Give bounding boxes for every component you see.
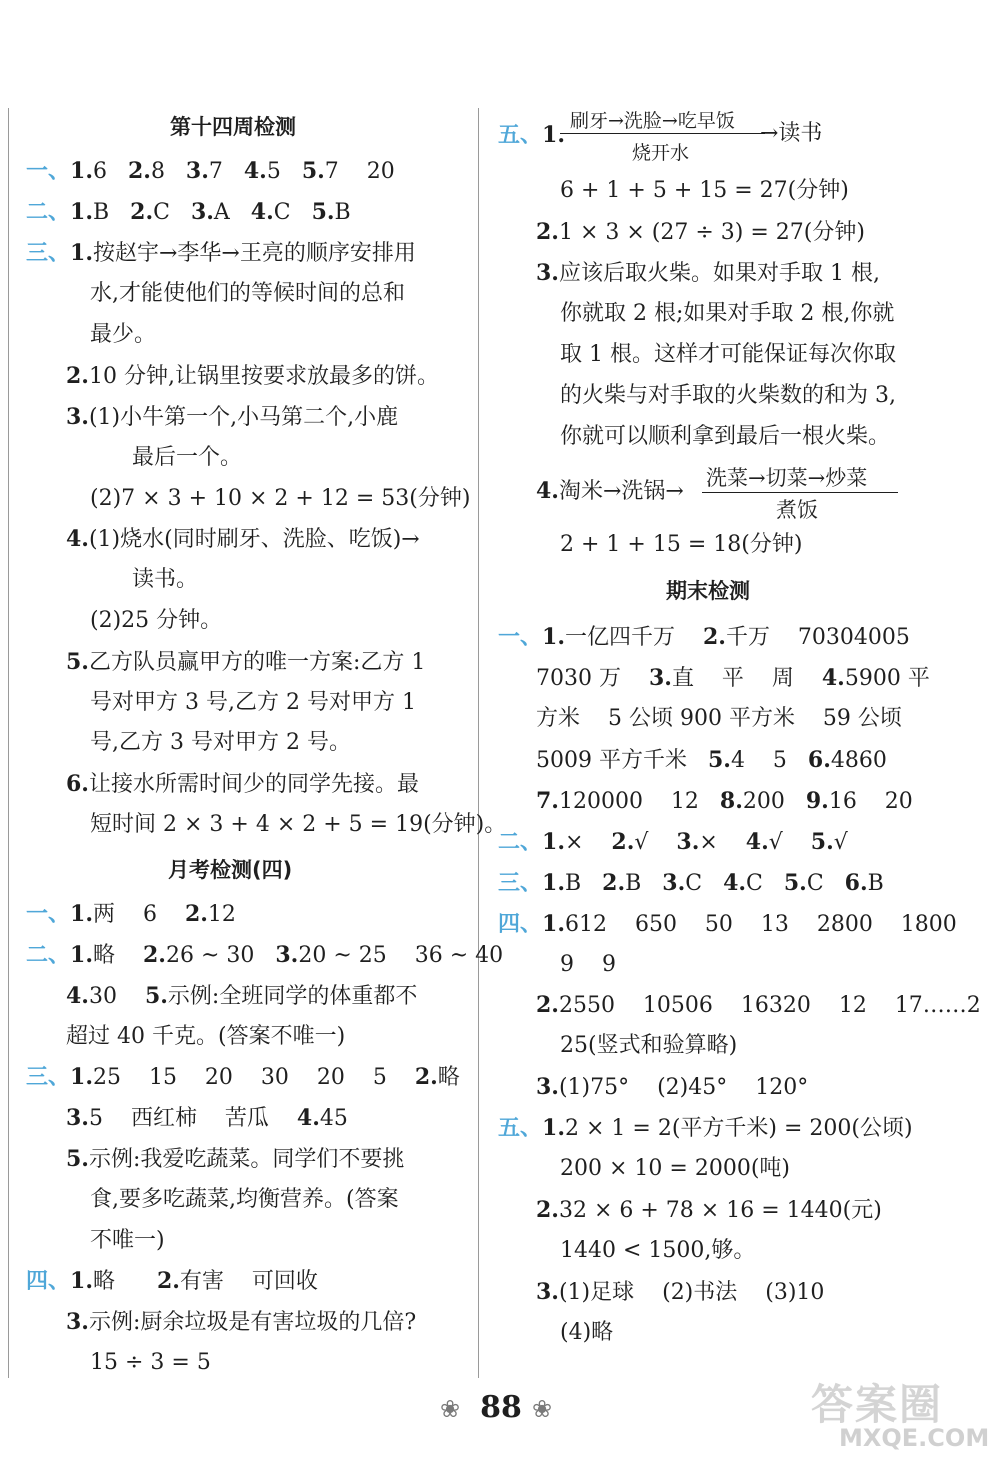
answer-line: 三、1.B 2.B 3.C 4.C 5.C 6.B <box>498 870 884 896</box>
answer-line: 15 ÷ 3 = 5 <box>90 1350 211 1375</box>
answer-line: 的火柴与对手取的火柴数的和为 3, <box>560 383 896 408</box>
answer-line: 25(竖式和验算略) <box>560 1033 738 1058</box>
answer-line: 3.示例:厨余垃圾是有害垃圾的几倍? <box>66 1309 417 1335</box>
answer-line: 200 × 10 = 2000(吨) <box>560 1156 790 1181</box>
answer-line: 2.1 × 3 × (27 ÷ 3) = 27(分钟) <box>536 219 865 245</box>
answer-line: 四、1.612 650 50 13 2800 1800 <box>498 911 957 937</box>
answer-line: 一、1.6 2.8 3.7 4.5 5.7 20 <box>26 158 395 184</box>
answer-line: 五、1.2 × 1 = 2(平方千米) = 200(公顷) <box>498 1115 913 1141</box>
answer-line: 不唯一) <box>90 1228 165 1253</box>
answer-line: 5009 平方千米 5.4 5 6.4860 <box>536 747 887 773</box>
answer-line: 4.(1)烧水(同时刷牙、洗脸、吃饭)→ <box>66 526 420 552</box>
answer-line: 水,才能使他们的等候时间的总和 <box>90 281 405 306</box>
answer-line: 短时间 2 × 3 + 4 × 2 + 5 = 19(分钟)。 <box>90 812 507 837</box>
answer-line: 读书。 <box>132 567 199 592</box>
answer-line: →读书 <box>760 121 823 146</box>
answer-line: 取 1 根。这样才可能保证每次你取 <box>560 342 896 367</box>
answer-line: 你就可以顺利拿到最后一根火柴。 <box>560 424 891 449</box>
answer-line: 3.(1)75° (2)45° 120° <box>536 1074 809 1100</box>
fraction-bar <box>702 492 898 493</box>
answer-line: 4.淘米→洗锅→ <box>536 478 684 504</box>
page-number: 88 <box>480 1390 522 1425</box>
answer-line: 2.32 × 6 + 78 × 16 = 1440(元) <box>536 1197 882 1223</box>
answer-line: 9 9 <box>560 952 616 977</box>
watermark-logo: 答案圈 <box>811 1380 944 1429</box>
answer-line: 你就取 2 根;如果对手取 2 根,你就 <box>560 301 895 326</box>
diagram-top-text: 刷牙→洗脸→吃早饭 <box>570 110 735 132</box>
answer-line: 1440 < 1500,够。 <box>560 1238 756 1263</box>
section-title-final: 期末检测 <box>666 579 750 603</box>
section-title-week14: 第十四周检测 <box>170 115 296 139</box>
answer-line: 号对甲方 3 号,乙方 2 号对甲方 1 <box>90 690 416 715</box>
answer-line: 三、1.按赵宇→李华→王亮的顺序安排用 <box>26 240 416 266</box>
answer-line: 一、1.两 6 2.12 <box>26 901 236 927</box>
answer-line: 四、1.略 2.有害 可回收 <box>26 1268 318 1294</box>
answer-line: 一、1.一亿四千万 2.千万 70304005 <box>498 624 910 650</box>
answer-line: 4.30 5.示例:全班同学的体重都不 <box>66 983 418 1009</box>
answer-line: 号,乙方 3 号对甲方 2 号。 <box>90 730 351 755</box>
answer-line: 2.10 分钟,让锅里按要求放最多的饼。 <box>66 363 439 389</box>
answer-line: (2)7 × 3 + 10 × 2 + 12 = 53(分钟) <box>90 486 471 511</box>
flower-ornament-icon: ❀ <box>532 1395 553 1423</box>
answer-line: 3.5 西红柿 苦瓜 4.45 <box>66 1105 348 1131</box>
answer-line: 二、1.略 2.26 ~ 30 3.20 ~ 25 36 ~ 40 <box>26 942 504 968</box>
answer-line: 3.应该后取火柴。如果对手取 1 根, <box>536 260 880 286</box>
watermark <box>811 1372 990 1457</box>
answer-line: 五、1. <box>498 122 565 148</box>
left-border <box>8 108 9 1378</box>
diagram-bottom-text: 烧开水 <box>632 142 690 164</box>
answer-line: 3.(1)足球 (2)书法 (3)10 <box>536 1279 825 1305</box>
answer-line: 2.2550 10506 16320 12 17……2 <box>536 992 981 1018</box>
section-title-monthly-4: 月考检测(四) <box>168 858 293 882</box>
answer-line: 超过 40 千克。(答案不唯一) <box>66 1024 346 1049</box>
diagram-top-text: 洗菜→切菜→炒菜 <box>706 466 868 490</box>
column-divider <box>478 108 479 1378</box>
answer-line: 食,要多吃蔬菜,均衡营养。(答案 <box>90 1187 399 1212</box>
answer-line: (2)25 分钟。 <box>90 608 223 633</box>
answer-line: 6 + 1 + 5 + 15 = 27(分钟) <box>560 178 849 203</box>
answer-line: 二、1.× 2.√ 3.× 4.√ 5.√ <box>498 829 848 855</box>
answer-line: 最后一个。 <box>132 445 243 470</box>
answer-line: 方米 5 公顷 900 平方米 59 公顷 <box>536 706 902 731</box>
answer-line: 5.乙方队员赢甲方的唯一方案:乙方 1 <box>66 649 426 675</box>
answer-line: 2 + 1 + 15 = 18(分钟) <box>560 532 803 557</box>
answer-line: 7.120000 12 8.200 9.16 20 <box>536 788 913 814</box>
answer-line: 6.让接水所需时间少的同学先接。最 <box>66 771 419 797</box>
fraction-bar <box>560 133 765 134</box>
flower-ornament-icon: ❀ <box>440 1395 461 1423</box>
answer-line: 7030 万 3.直 平 周 4.5900 平 <box>536 665 930 691</box>
diagram-bottom-text: 煮饭 <box>776 498 818 522</box>
answer-line: 二、1.B 2.C 3.A 4.C 5.B <box>26 199 351 225</box>
answer-line: 三、1.25 15 20 30 20 5 2.略 <box>26 1064 460 1090</box>
answer-line: 5.示例:我爱吃蔬菜。同学们不要挑 <box>66 1146 405 1172</box>
answer-line: 最少。 <box>90 322 157 347</box>
watermark-url: MXQE.COM <box>839 1424 990 1452</box>
answer-line: (4)略 <box>560 1320 614 1345</box>
answer-line: 3.(1)小牛第一个,小马第二个,小鹿 <box>66 404 399 430</box>
